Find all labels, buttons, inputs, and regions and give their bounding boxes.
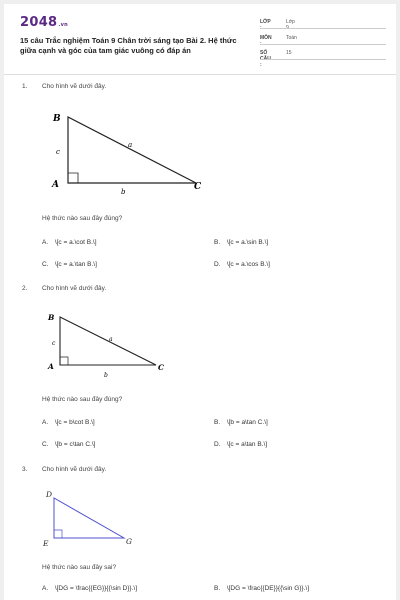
question-3-number: 3. bbox=[22, 466, 28, 473]
vertex-label-c: C bbox=[194, 182, 202, 192]
question-2-number: 2. bbox=[22, 285, 28, 292]
side-label-a: a bbox=[109, 336, 113, 343]
question-1-figure bbox=[40, 109, 220, 201]
question-1-number: 1. bbox=[22, 83, 28, 90]
side-label-c: c bbox=[56, 148, 60, 156]
vertex-label-b: B bbox=[53, 114, 61, 124]
vertex-label-d: D bbox=[46, 490, 53, 499]
question-3-figure bbox=[40, 486, 150, 552]
side-label-b: b bbox=[104, 372, 108, 379]
question-2-option-a[interactable]: A. \[c = b\cot B.\] bbox=[42, 419, 95, 426]
question-1-option-d[interactable]: D. \[c = a.\cos B.\] bbox=[214, 261, 270, 268]
document-page: 2048.vn 15 câu Trắc nghiệm Toán 9 Chân trời sáng tạo Bài 2. Hệ thức giữa cạnh và góc của tam giác vuông có đáp án LỚP : Lớp 9 MÔN : Toán SỐ CÂU : 15 1. Cho hình vẽ dưới đây. B A C c a b Hệ thức nào sau đây đúng? A. \[c = a.\cot B.\] B. \[c = a.\sin B.\] C. \[c = a.\tan B.\] D. \[c = a.\cos B.\] 2. Cho hình vẽ dưới đây. B A C c a b Hệ thức nào sau đây đúng? A. \[c = b\cot B.\] B. \[b = a\tan C.\] C. \[b = c\tan C.\] D. \[c = a\tan B.\] 3. Cho hình vẽ dưới đây. D E G Hệ thức nào sau đây sai? A. \[DG = \frac{{EG}}{{\sin D}}.\] B. \[DG = \frac{{DE}}{{\sin G}}.\] bbox=[4, 4, 396, 600]
question-2-option-c[interactable]: C. \[b = c\tan C.\] bbox=[42, 441, 96, 448]
question-2-figure bbox=[42, 307, 182, 383]
question-2-option-d[interactable]: D. \[c = a\tan B.\] bbox=[214, 441, 268, 448]
question-3-option-a[interactable]: A. \[DG = \frac{{EG}}{{\sin D}}.\] bbox=[42, 585, 138, 592]
side-label-c: c bbox=[52, 340, 56, 347]
side-label-a: a bbox=[128, 141, 133, 149]
site-logo[interactable]: 2048.vn bbox=[20, 15, 69, 30]
question-1-option-a[interactable]: A. \[c = a.\cot B.\] bbox=[42, 239, 97, 246]
side-label-b: b bbox=[121, 188, 126, 196]
header-divider bbox=[4, 74, 396, 75]
vertex-label-a: A bbox=[52, 180, 59, 190]
question-2-text: Cho hình vẽ dưới đây. bbox=[42, 285, 107, 292]
question-1-option-b[interactable]: B. \[c = a.\sin B.\] bbox=[214, 239, 269, 246]
vertex-label-e: E bbox=[43, 539, 49, 548]
question-1-prompt: Hệ thức nào sau đây đúng? bbox=[42, 215, 123, 222]
question-1-text: Cho hình vẽ dưới đây. bbox=[42, 83, 107, 90]
question-2-prompt: Hệ thức nào sau đây đúng? bbox=[42, 396, 123, 403]
question-1-option-c[interactable]: C. \[c = a.\tan B.\] bbox=[42, 261, 97, 268]
question-2-option-b[interactable]: B. \[b = a\tan C.\] bbox=[214, 419, 268, 426]
question-3-option-b[interactable]: B. \[DG = \frac{{DE}}{{\sin G}}.\] bbox=[214, 585, 310, 592]
vertex-label-c: C bbox=[158, 363, 164, 372]
question-3-text: Cho hình vẽ dưới đây. bbox=[42, 466, 107, 473]
vertex-label-a: A bbox=[48, 362, 54, 371]
vertex-label-g: G bbox=[126, 537, 132, 546]
vertex-label-b: B bbox=[48, 313, 55, 322]
document-title: 15 câu Trắc nghiệm Toán 9 Chân trời sáng tạo Bài 2. Hệ thức giữa cạnh và góc của tam giác vuông có đáp án bbox=[20, 36, 237, 55]
question-3-prompt: Hệ thức nào sau đây sai? bbox=[42, 564, 117, 571]
